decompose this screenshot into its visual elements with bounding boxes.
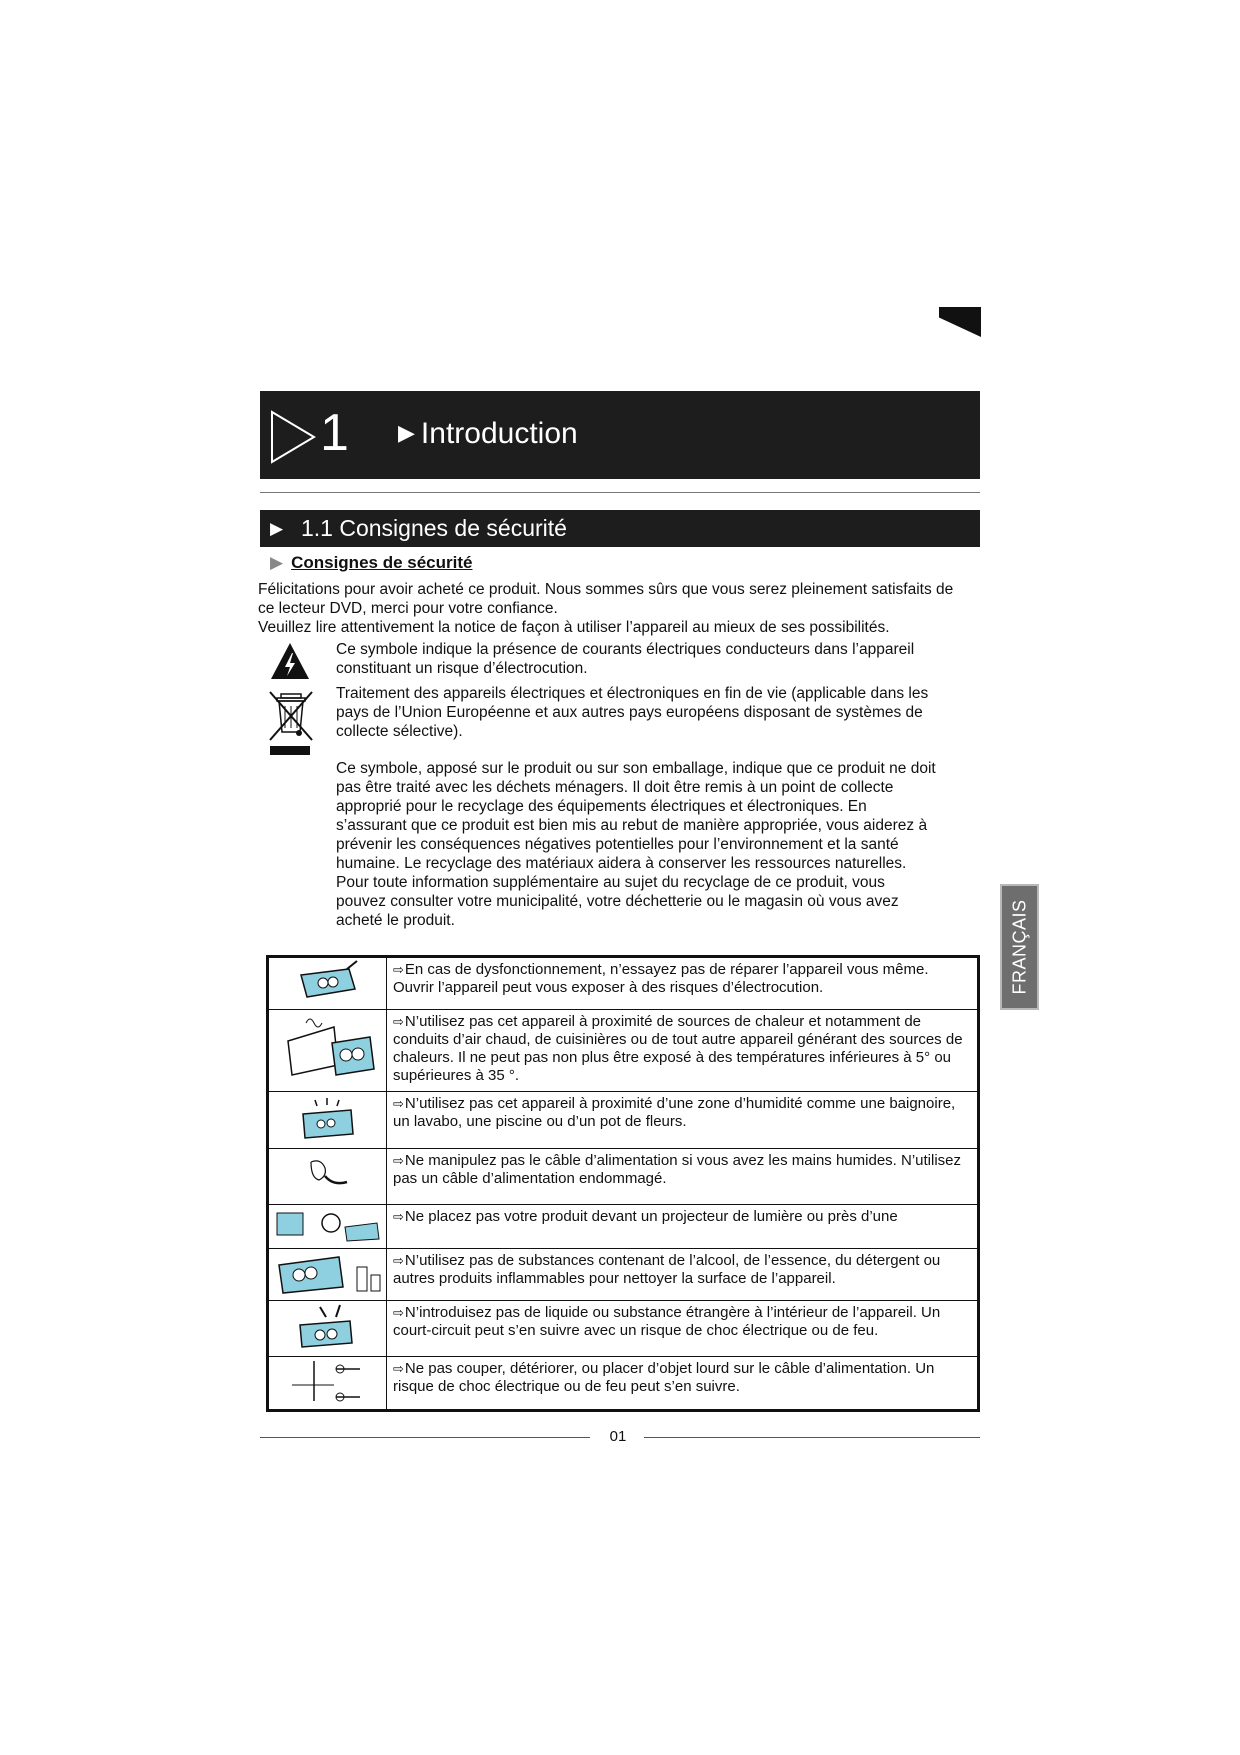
light-projector-illustration-icon [273, 1205, 383, 1243]
illustration-cell [268, 1010, 387, 1092]
hollow-arrow-icon: ⇨ [393, 1153, 404, 1168]
warning-text: N’utilisez pas de substances contenant de l’alcool, de l’essence, du détergent ou autres produits inflammables pour nettoyer la surface de l’appareil. [393, 1252, 941, 1287]
play-arrow-icon: ▶ [270, 519, 284, 538]
warning-text: Ne placez pas votre produit devant un projecteur de lumière ou près d’une [404, 1208, 898, 1225]
heat-source-illustration-icon [276, 1013, 380, 1083]
hollow-arrow-icon: ⇨ [393, 1096, 404, 1111]
warning-text: N’utilisez pas cet appareil à proximité d’une zone d’humidité comme une baignoire, un lavabo, une piscine ou d’un pot de fleurs. [393, 1095, 956, 1130]
warning-text: En cas de dysfonctionnement, n’essayez pas de réparer l’appareil vous même. Ouvrir l’appareil peut vous exposer à des risques d’électrocution. [393, 961, 929, 996]
table-row [268, 1249, 979, 1301]
chapter-number-block [270, 404, 354, 465]
foreign-liquid-illustration-icon [290, 1303, 366, 1349]
table-row [268, 1092, 979, 1149]
corner-mark [939, 307, 981, 337]
table-row [268, 1205, 979, 1249]
electric-shock-warning-icon [270, 642, 310, 685]
table-row [268, 1149, 979, 1205]
play-arrow-icon: ▶ [270, 553, 284, 572]
footer-rule-right [644, 1437, 980, 1438]
humidity-illustration-icon [293, 1096, 363, 1140]
table-row [268, 1357, 979, 1411]
warning-text: N’introduisez pas de liquide ou substance étrangère à l’intérieur de l’appareil. Un court-circuit peut s’en suivre avec un risque de choc électrique ou de feu. [393, 1304, 941, 1339]
subsection-heading [270, 553, 472, 573]
weee-title-text: Traitement des appareils électriques et électroniques en fin de vie (applicable dans les pays de l’Union Européenne et aux autres pays européens disposant de systèmes de collecte sélective). [336, 685, 929, 740]
hollow-arrow-icon: ⇨ [393, 1305, 404, 1320]
chapter-outline-triangle-icon [270, 409, 320, 465]
table-row [268, 1010, 979, 1092]
hollow-arrow-icon: ⇨ [393, 1014, 404, 1029]
illustration-cell [268, 1149, 387, 1205]
chapter-header [260, 391, 980, 479]
illustration-cell [268, 1092, 387, 1149]
warning-text: N’utilisez pas cet appareil à proximité de sources de chaleur et notamment de conduits d’air chaud, de cuisinières ou de tout autre appareil générant des sources de chaleurs. Il ne peut pas non plus être exposé à des températures inférieures à 5° ou supérieures à 35 °. [393, 1013, 963, 1084]
section-header [260, 510, 980, 547]
illustration-cell [268, 1301, 387, 1357]
illustration-cell [268, 957, 387, 1010]
intro-paragraph: Félicitations pour avoir acheté ce produit. Nous sommes sûrs que vous serez pleinement satisfaits de ce lecteur DVD, merci pour votre confiance. [258, 581, 954, 617]
broken-appliance-illustration-icon [293, 959, 363, 1003]
crossed-bin-icon [268, 688, 314, 761]
table-row [268, 957, 979, 1010]
damaged-cable-illustration-icon [288, 1359, 368, 1403]
wet-hands-cable-illustration-icon [303, 1156, 353, 1192]
intro-text [258, 580, 958, 637]
chapter-title-block [398, 417, 578, 451]
play-arrow-icon: ▶ [398, 420, 415, 445]
warning-text: Ne pas couper, détériorer, ou placer d’objet lourd sur le câble d’alimentation. Un risque de choc électrique ou de feu peut s’en suivre. [393, 1360, 935, 1395]
hollow-arrow-icon: ⇨ [393, 962, 404, 977]
shock-warning-text: Ce symbole indique la présence de courants électriques conducteurs dans l’appareil constituant un risque d’électrocution. [336, 641, 915, 677]
divider [260, 492, 980, 493]
chapter-number: 1 [320, 404, 349, 462]
chapter-title: Introduction [420, 417, 578, 450]
language-tab [1000, 884, 1039, 1010]
language-tab-label: FRANÇAIS [1009, 899, 1029, 995]
chemical-cleaner-illustration-icon [273, 1249, 383, 1295]
weee-body-text: Ce symbole, apposé sur le produit ou sur son emballage, indique que ce produit ne doit pas être traité avec les déchets ménagers. Il doit être remis à un point de collecte approprié pour le recyclage des équipements électriques et électroniques. En s’assurant que ce produit est bien mis au rebut de manière appropriée, vous aiderez à prévenir les conséquences négatives potentielles pour l’environnement et la santé humaine. Le recyclage des matériaux aidera à conserver les ressources naturelles. Pour toute information supplémentaire au sujet du recyclage de ce produit, vous pouvez consulter votre municipalité, votre déchetterie ou le magasin où vous avez acheté le produit. [336, 760, 936, 929]
illustration-cell [268, 1249, 387, 1301]
intro-paragraph: Veuillez lire attentivement la notice de façon à utiliser l’appareil au mieux de ses possibilités. [258, 619, 890, 636]
warning-text: Ne manipulez pas le câble d’alimentation si vous avez les mains humides. N’utilisez pas un câble d’alimentation endommagé. [393, 1152, 962, 1187]
safety-warnings-table [266, 955, 980, 1412]
hollow-arrow-icon: ⇨ [393, 1253, 404, 1268]
illustration-cell [268, 1357, 387, 1411]
page-number: 01 [609, 1428, 627, 1445]
footer-rule-left [260, 1437, 590, 1438]
subsection-title: Consignes de sécurité [291, 553, 473, 572]
hollow-arrow-icon: ⇨ [393, 1209, 404, 1224]
section-title: 1.1 Consignes de sécurité [301, 515, 567, 541]
table-row [268, 1301, 979, 1357]
hollow-arrow-icon: ⇨ [393, 1361, 404, 1376]
illustration-cell [268, 1205, 387, 1249]
